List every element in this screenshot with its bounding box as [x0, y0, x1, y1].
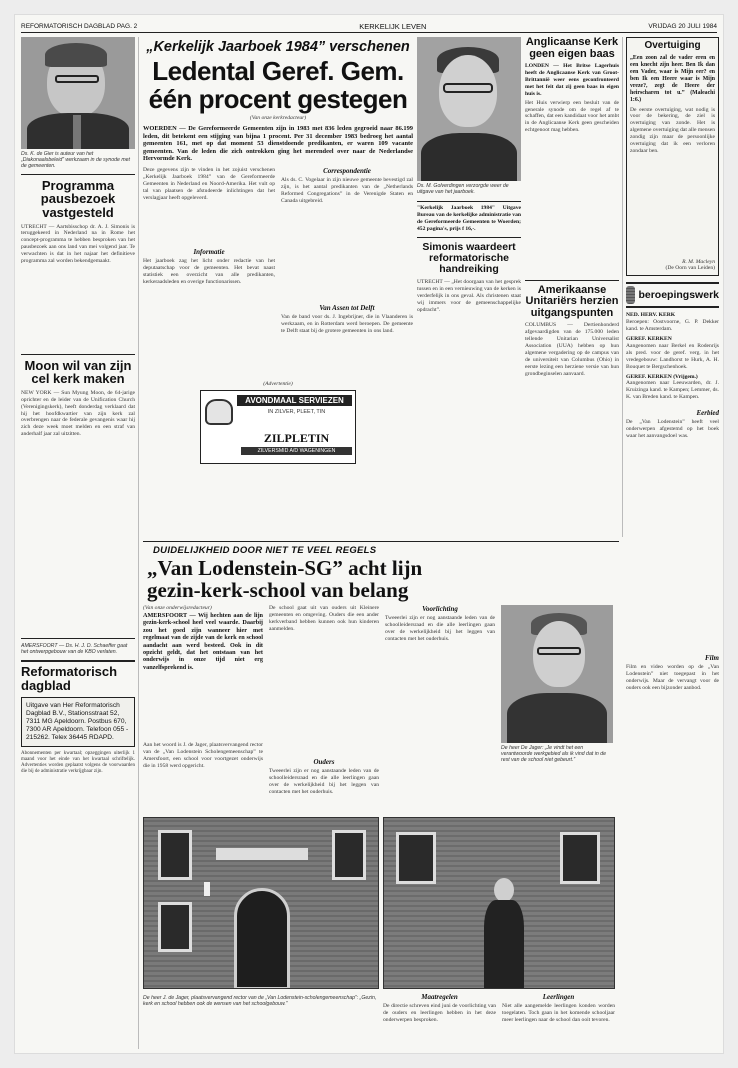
school-lamp	[204, 882, 210, 896]
overtuiging-body: De eerste overtuiging, wat nodig is voor de bekering, de ziel is overtuiging van zonde. Het is algemene overtuiging dat alle mensen zondig zijn maar de persoonlijke overtuiging dat ik een verloren zondaar ben.	[630, 106, 715, 154]
lodenstein-col-f	[502, 993, 615, 1043]
beroeping-sec-3-body: Aangenomen naar Leeuwarden, dr. J. Kruizinga kand. te Kampen; Lemmer, ds. K. van Breden kand. te Kampen.	[626, 380, 719, 401]
school-window	[158, 830, 192, 880]
anglicaanse-headline: Anglicaanse Kerk geen eigen baas	[525, 37, 619, 60]
beroeping-sec-1-body: Beroepen: Oostvoorne, G. P. Dekker kand. te Amsterdam.	[626, 319, 719, 333]
column-rule	[138, 37, 139, 1049]
advertisement	[200, 390, 356, 464]
lodenstein-col-a	[143, 605, 263, 808]
masthead-date: VRIJDAG 20 JULI 1984	[648, 23, 717, 30]
colophon-title: Reformatorisch dagblad	[21, 664, 118, 693]
top-headline-1: Ledental Geref. Gem.	[152, 56, 404, 86]
simonis-headline: Simonis waardeert reformatorische handreiking	[422, 241, 516, 276]
lodenstein-sub-ouders: Ouders	[313, 758, 335, 766]
school-photo-right	[383, 817, 615, 989]
person-head	[494, 878, 514, 902]
top-sub-informatie: Informatie	[193, 247, 225, 256]
lodenstein-col-d	[501, 605, 613, 808]
portrait-photo-gier	[21, 37, 135, 149]
right-column	[626, 37, 719, 1049]
lodenstein-body-6: Film en video worden op de „Van Lodenstein” niet toegepast in het onderwijs. Maar de vervangt voor de ouders ook een bijzonder aanbod.	[626, 664, 719, 691]
top-col-b	[281, 167, 413, 378]
beroepingswerk-banner	[626, 282, 719, 308]
building-window	[396, 832, 436, 884]
section-rule	[143, 541, 619, 542]
lodenstein-headline-1: „Van Lodenstein-SG” acht lijn	[147, 556, 423, 580]
lodenstein-bottom-columns	[383, 993, 615, 1043]
dejager-caption: De heer De Jager: „Je vindt het een verantwoorde werkgebied als ik vind dat in de rest van de school niet gebeurt.”	[501, 745, 606, 764]
top-headline-2: één procent gestegen	[148, 84, 408, 114]
church-logo-icon	[626, 286, 635, 304]
lodenstein-body-3b: Tweeerlei zijn er nog aanstaande leden van de schoolleidersraad en die alle leerlingen gaan over de werkelijkheid bij het leggen van contacten met het ouderhuis.	[269, 768, 379, 795]
overtuiging-box	[626, 37, 719, 276]
lodenstein-col-b	[269, 605, 379, 808]
top-lead: WOERDEN — De Gereformeerde Gemeenten zijn in 1983 met 836 leden gegroeid naar 86.199 leden, dit betekent een stijging van bijna 1 procent. Per 31 december 1983 bedroeg het aantal gemeenten 161, met op dat moment 53 dienstdoende predikanten, er waren 109 vacante gemeenten. Van de leden die zich ontrokken ging het merendeel over naar de Nederlandse Hervormde Kerk.	[143, 124, 413, 163]
lodenstein-sub-voorlichting: Voorlichting	[422, 605, 458, 613]
top-byline: (Van onze kerkredacteur)	[249, 115, 307, 121]
portrait-glasses	[55, 75, 99, 83]
school-photo-caption: De heer J. de Jager, plaatsvervangend rector van de „Van Lodenstein-scholengemeenschap”: „Gezin, kerk en school hebben ook de wensen van het schoolgebouw.”	[143, 995, 377, 1008]
lodenstein-sub-maatregelen: Maatregelen	[421, 993, 458, 1001]
divider	[21, 174, 135, 175]
school-window	[158, 902, 192, 952]
lodenstein-headline-2: gezin-kerk-school van belang	[147, 578, 409, 602]
school-window	[332, 830, 366, 880]
anglicaanse-lead: LONDEN — Het Britse Lagerhuis heeft de Anglicaanse Kerk van Groot-Brittannië weer eens geconfronteerd met het feit dat zij geen baas in eigen huis is.	[525, 63, 619, 97]
colophon-fineprint: Abonnementen per kwartaal; opzeggingen uiterlijk 1 maand voor het einde van het kwartaal schriftelijk. Advertenties worden geplaatst volgens de voorwaarden die bij de administratie verkrijgbaar zijn.	[21, 750, 135, 774]
school-sign	[216, 848, 308, 860]
lodenstein-body-2: De school gaat uit van ouders uit Kleinere gemeenten en omgeving. Ouders die een ander kerkverband hebben kunnen ook hun kinderen aanmelden.	[269, 605, 379, 632]
moon-photo-caption: AMERSFOORT — Ds. H. J. D. Schaeffer gaat het ontwerpgebouw van de KBO verlaten.	[21, 642, 128, 656]
lodenstein-sub-film: Film	[704, 654, 719, 663]
simonis-body: UTRECHT — „Het doorgaan van het gesprek tussen en in een vernieuwing van de kerken is verderfelijk in ons geval. Als christenen staat wij immers voor de gemeenschappelijke opdracht”.	[417, 279, 521, 313]
lodenstein-sub-leerlingen: Leerlingen	[542, 993, 575, 1001]
divider	[417, 237, 521, 238]
colophon-address: Uitgave van Her Reformatorisch Dagblad B.V., Stationsstraat 52, 7311 MG Apeldoorn. Postbus 670, 7300 AR Apeldoorn. Telefoon 055 - 215262. Telex 36445 RDAPD.	[26, 701, 129, 741]
lodenstein-byline: (Van onze onderwijsredacteur)	[143, 605, 212, 611]
beroepingswerk-title: beroepingswerk	[638, 289, 719, 302]
lodenstein-article	[143, 545, 619, 1049]
portrait-suit	[507, 693, 607, 743]
moon-headline: Moon wil van zijn cel kerk maken	[24, 357, 132, 387]
golverdingen-caption: Ds. M. Golverdingen verzorgde weer de uitgave van het jaarboek.	[417, 183, 509, 196]
lodenstein-body-5: Niet alle aangemelde leerlingen konden worden toegelaten. Toch gaan in het komende schooljaar meer leerlingen naar de school dan ooit tevoren.	[502, 1003, 615, 1023]
divider	[21, 660, 135, 662]
ad-title-1: AVONDMAAL SERVIEZEN	[237, 395, 352, 406]
beroeping-sec-2: GEREF. KERKEN	[626, 336, 672, 343]
school-door	[234, 888, 290, 989]
top-body-4: Van de band voor ds. J. Ingebrijner, die in Vlaanderen is werkzaam, en in Rotterdam werd beroepen. De gemeente te Delft staat bij de grotere gemeenten in ons land.	[281, 313, 413, 334]
divider	[525, 280, 619, 281]
programma-headline: Programma pausbezoek vastgesteld	[40, 177, 116, 220]
ad-sub-1: IN ZILVER, PLEET, TIN	[267, 408, 326, 415]
column-rule	[622, 37, 623, 537]
lodenstein-col-e	[383, 993, 496, 1043]
ad-title-2: ZILPLETIN	[263, 430, 330, 445]
ad-sub-2: ZILVERSMID A/D WAGENINGEN	[241, 447, 352, 455]
colophon-box	[21, 697, 135, 747]
unitariers-body: COLUMBUS — Dertienhonderd afgevaardigden van de 175.000 leden tellende Unitarian Universalist Association (UUA) hebben op hun algemene vergadering op de campus van de universiteit van Columbus (Ohio) in eerste lezing een herziene versie van hun grondbeginselen aanvaard.	[525, 322, 619, 377]
overtuiging-headline: Overtuiging	[644, 40, 701, 51]
moon-photo-caption-box	[21, 638, 135, 655]
top-body-3: Als ds. C. Vogelaar in zijn nieuwe gemeente bevestigd zal zijn, is het aantal predikanten van de „Netherlands Reformed Congregations” in de Verenigde Staten en Canada uitgebreid.	[281, 176, 413, 204]
lodenstein-body-3: Tweeerlei zijn er nog aanstaande leden van de schoolleidersraad en die alle leerlingen gaan over de werkelijkheid bij het leggen van contacten met het ouderhuis.	[385, 615, 495, 642]
overtuiging-quote: „Een zoon zal de vader eren en een knecht zijn heer. Ben Ik dan een Vader, waar is Mijn eer? en ben Ik een Heere waar is Mijn vreze?, zegt de Heere der heirscharen tot u.” (Maleachi 1:6.)	[630, 54, 715, 103]
masthead	[21, 21, 717, 33]
portrait-glasses	[443, 83, 493, 93]
beroeping-sec-3: GEREF. KERKEN (Vrijgem.)	[626, 373, 698, 380]
overtuiging-signature: R. M. Macleyn	[682, 258, 715, 265]
lodenstein-body: Aan het woord is J. de Jager, plaatsvervangend rector van de „Van Lodenstein Scholengemeenschap” te Amersfoort, een school voor voortgezet onderwijs die in 1958 werd opgericht.	[143, 741, 263, 769]
portrait-caption: Ds. K. de Gier is auteur van het „Diakonaalsbeleid” werkzaam in de synode met de gemeenten.	[21, 151, 130, 170]
overtuiging-source: (De Oorn van Leiden)	[665, 265, 715, 272]
programma-body: UTRECHT — Aartsbisschop dr. A. J. Simonis is teruggekeerd in Nederland na in Rome het concept-programma te hebben besproken van het pausbezoek aan ons land van mei volgend jaar. Te verwachten is dat in het najaar het definitieve programma zal worden bekendgemaakt.	[21, 223, 135, 265]
lodenstein-kicker: DUIDELIJKHEID DOOR NIET TE VEEL REGELS	[153, 545, 377, 556]
middle-column	[417, 37, 521, 537]
top-kicker: „Kerkelijk Jaarboek 1984” verschenen	[146, 39, 410, 55]
top-sub-assen: Van Assen tot Delft	[319, 303, 375, 312]
left-column	[21, 37, 135, 1049]
lodenstein-lead: AMERSFOORT — Wij hechten aan de lijn gezin-kerk-school heel veel waarde. Daarbij zou het goed zijn wanneer hier met regelmaat van de zijde van de kerk en school aandacht aan werd besteed. Ook in dit opzicht geldt, dat het ontstaan van het onderwijs in onze tijd niet erg vanzelfsprekend is.	[143, 611, 263, 671]
lodenstein-body-7: De „Van Lodenstein” heeft veel onderwerpen afgestemd op het boek waar het aanvangsdoel was.	[626, 419, 719, 439]
newspaper-page	[14, 14, 724, 1054]
masthead-left: REFORMATORISCH DAGBLAD PAG. 2	[21, 23, 138, 30]
lodenstein-sub-eerbied: Eerbied	[696, 409, 719, 418]
top-columns	[143, 167, 413, 378]
person-body	[484, 900, 524, 989]
unitariers-headline: Amerikaanse Unitariërs herzien uitgangspunten	[525, 283, 619, 319]
portrait-glasses	[537, 647, 581, 655]
top-sub-correspondentie: Correspondentie	[323, 166, 371, 175]
ad-teaset-icon	[205, 399, 233, 425]
lodenstein-col-c	[385, 605, 495, 808]
beroeping-sec-1: NED. HERV. KERK	[626, 312, 676, 319]
masthead-section: KERKELIJK LEVEN	[359, 22, 427, 31]
divider	[21, 354, 135, 355]
top-body-2: Het jaarboek zag het licht onder redactie van het deputaatschap voor de gemeenten. Het bevat naast statistiek een overzicht van alle predikanten, kerkeraadsleden en overige functionarissen.	[143, 257, 275, 285]
person-figure	[484, 878, 524, 989]
portrait-hair	[45, 43, 107, 67]
top-col-a	[143, 167, 275, 378]
third-column	[525, 37, 619, 537]
beroeping-sec-2-body: Aangenomen naar Berkel en Rodenrijs als pred. voor de geref. verg. in het vredegebouw: Landhorst te Hurk, A. H. Bouquet te Bergschenhoek.	[626, 342, 719, 370]
portrait-suit	[421, 133, 517, 181]
top-body: Deze gegevens zijn te vinden in het zojuist verschenen „Kerkelijk Jaarboek 1984” van de Gereformeerde Gemeenten in Nederland en Noord-Amerika. Het vult op tal van plaatsen de afstudeerde inlichtingen dat het verslagjaar heeft opgeleverd.	[143, 166, 275, 201]
lodenstein-main-columns	[143, 605, 619, 808]
building-window	[560, 832, 600, 884]
portrait-tie	[73, 115, 81, 149]
lodenstein-body-4: De directie schreven eind juni de voorlichting van de ouders en leerlingen hebben in het deze onderwerpen besproken.	[383, 1003, 496, 1023]
ad-label: (Advertentie)	[263, 380, 293, 387]
jaarboek-info: "Kerkelijk Jaarboek 1984" Uitgave Bureau van de kerkelijke administratie van de Gereformeerde Gemeenten te Woerden; 452 pagina's, prijs f 16,-.	[417, 201, 521, 233]
portrait-photo-dejager	[501, 605, 613, 743]
anglicaanse-body: Het Huis verwierp een besluit van de generale synode om de regel af te schaffen, dat een kandidaat voor het ambt in de Anglicaanse Kerk geen gescheiden echtgenoot mag hebben.	[525, 99, 619, 134]
top-article	[143, 37, 413, 537]
portrait-photo-golverdingen	[417, 37, 521, 181]
school-photo	[143, 817, 379, 989]
moon-body: NEW YORK — Sun Myung Moon, de 64-jarige oprichter en de leider van de Unification Church (Verenigingskerk), heeft donderdag verklaard dat hij het hoofdkwartier van zijn kerk zal overbrengen naar de federale gevangenis waar hij zich deze week moet melden en een straf van anderhalf jaar zal uitzitten.	[21, 389, 135, 438]
